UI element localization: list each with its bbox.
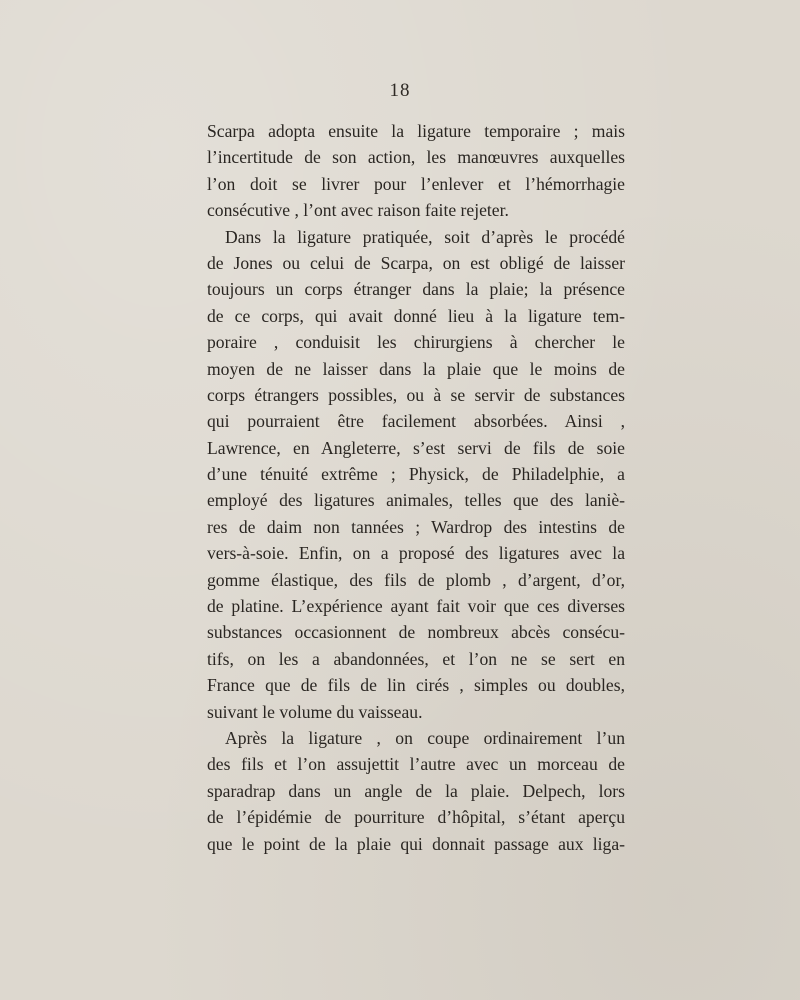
text-line: toujours un corps étranger dans la plaie; la présence [207,279,625,300]
text-line: d’une ténuité extrême ; Physick, de Philadelphie, a [207,464,625,485]
page-number: 18 [389,80,411,101]
text-line: Lawrence, en Angleterre, s’est servi de fils de soie [207,437,625,458]
text-line: de l’épidémie de pourriture d’hôpital, s’étant aperçu [207,807,625,828]
paragraph-1 [207,118,625,224]
text-line: substances occasionnent de nombreux abcès consécu- [207,622,625,643]
text-line: que le point de la plaie qui donnait passage aux liga- [207,833,625,854]
text-line: moyen de ne laisser dans la plaie que le moins de [207,358,625,379]
body-text [207,118,625,857]
text-line: l’on doit se livrer pour l’enlever et l’hémorrhagie [207,173,625,194]
text-line: consécutive , l’ont avec raison faite rejeter. [207,200,509,221]
paragraph-3 [207,725,625,857]
text-line: vers-à-soie. Enfin, on a proposé des ligatures avec la [207,543,625,564]
text-line: gomme élastique, des fils de plomb , d’argent, d’or, [207,569,625,590]
text-line: Dans la ligature pratiquée, soit d’après le procédé [225,226,625,247]
text-line: de ce corps, qui avait donné lieu à la ligature tem- [207,305,625,326]
text-line: tifs, on les a abandonnées, et l’on ne se sert en [207,648,625,669]
text-line: France que de fils de lin cirés , simples ou doubles, [207,675,625,696]
text-line: suivant le volume du vaisseau. [207,701,423,722]
text-line: poraire , conduisit les chirurgiens à chercher le [207,332,625,353]
text-line: res de daim non tannées ; Wardrop des intestins de [207,516,625,537]
text-line: l’incertitude de son action, les manœuvres auxquelles [207,147,625,168]
text-line: des fils et l’on assujettit l’autre avec un morceau de [207,754,625,775]
text-line: sparadrap dans un angle de la plaie. Delpech, lors [207,780,625,801]
text-line: employé des ligatures animales, telles que des laniè- [207,490,625,511]
text-line: de platine. L’expérience ayant fait voir que ces diverses [207,596,625,617]
paragraph-2 [207,224,625,725]
text-line: qui pourraient être facilement absorbées. Ainsi , [207,411,625,432]
text-line: corps étrangers possibles, ou à se servir de substances [207,384,625,405]
text-line: Après la ligature , on coupe ordinairement l’un [225,727,625,748]
text-line: de Jones ou celui de Scarpa, on est obligé de laisser [207,252,625,273]
text-line: Scarpa adopta ensuite la ligature temporaire ; mais [207,121,625,141]
